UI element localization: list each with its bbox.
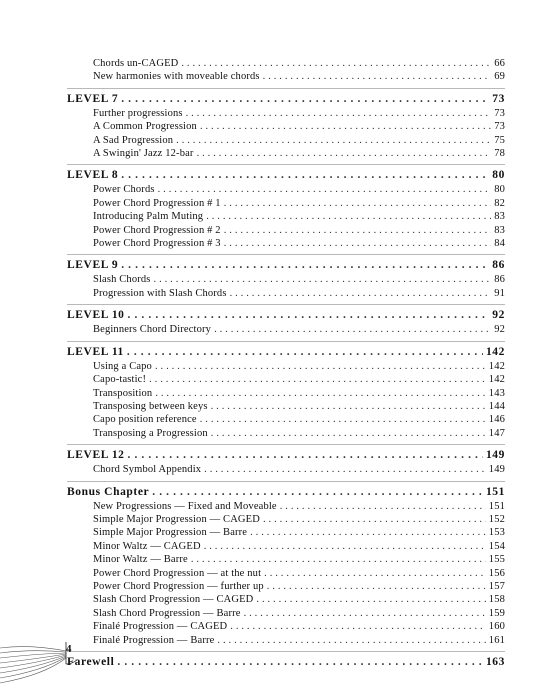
- toc-entry-title: Chords un-CAGED: [93, 58, 179, 69]
- toc-entry-title: Power Chords: [93, 184, 155, 196]
- toc-entry[interactable]: [67, 107, 505, 120]
- dot-leader: [230, 620, 486, 633]
- toc-entry-title: LEVEL 8: [67, 169, 119, 182]
- section-divider: [67, 444, 505, 445]
- dot-leader: [158, 183, 492, 196]
- toc-entry-page: 86: [494, 274, 505, 286]
- toc-chapter-entry[interactable]: [67, 345, 505, 360]
- toc-entry[interactable]: [67, 373, 505, 386]
- toc-entry[interactable]: [67, 413, 505, 426]
- toc-entry-title: Minor Waltz — Barre: [93, 554, 188, 566]
- toc-entry[interactable]: [67, 526, 505, 539]
- toc-entry-title: Farewell: [67, 656, 115, 668]
- dot-leader: [263, 513, 486, 526]
- toc-entry[interactable]: [67, 387, 505, 400]
- dot-leader: [244, 607, 486, 620]
- toc-entry[interactable]: [67, 224, 505, 237]
- toc-entry-page: 142: [488, 374, 505, 386]
- toc-entry-page: 161: [488, 634, 505, 646]
- toc-entry-page: 78: [494, 148, 505, 160]
- section-divider: [67, 254, 505, 255]
- dot-leader: [191, 553, 486, 566]
- toc-entry-page: 153: [488, 527, 505, 539]
- toc-entry-page: 73: [494, 121, 505, 133]
- toc-entry-page: 157: [488, 580, 505, 592]
- toc-entry-title: Bonus Chapter: [67, 485, 150, 498]
- toc-entry-title: A Swingin' Jazz 12-bar: [93, 148, 194, 160]
- toc-entry-page: 160: [488, 621, 505, 633]
- section-divider: [67, 341, 505, 342]
- toc-chapter-entry[interactable]: [67, 308, 505, 323]
- dot-leader: [256, 593, 485, 606]
- toc-entry-page: 75: [494, 134, 505, 146]
- toc-chapter-entry[interactable]: [67, 258, 505, 273]
- toc-entry-page: 92: [492, 309, 505, 322]
- toc-entry[interactable]: [67, 567, 505, 580]
- page-corner-decoration: [0, 630, 120, 696]
- dot-leader: [155, 387, 485, 400]
- toc-entry-page: 86: [492, 259, 505, 272]
- toc-entry-page: 158: [488, 594, 505, 606]
- page-number: 4: [66, 643, 72, 655]
- dot-leader: [217, 634, 485, 647]
- toc-entry[interactable]: [67, 57, 505, 70]
- toc-entry[interactable]: [67, 147, 505, 160]
- toc-entry[interactable]: [67, 183, 505, 196]
- toc-entry-page: 144: [488, 400, 505, 412]
- dot-leader: [117, 655, 483, 670]
- dot-leader: [204, 463, 486, 476]
- toc-entry[interactable]: [67, 607, 505, 620]
- dot-leader: [224, 197, 491, 210]
- toc-entry-page: 147: [488, 427, 505, 439]
- toc-entry-title: Power Chord Progression # 2: [93, 224, 221, 236]
- toc-entry-title: Using a Capo: [93, 360, 152, 372]
- toc-entry[interactable]: [67, 513, 505, 526]
- dot-leader: [204, 540, 486, 553]
- toc-entry-title: New Progressions — Fixed and Moveable: [93, 500, 277, 512]
- toc-entry-page: 159: [488, 607, 505, 619]
- toc-entry-page: 69: [494, 71, 505, 83]
- toc-entry-page: 142: [485, 345, 505, 358]
- toc-entry-title: Simple Major Progression — Barre: [93, 527, 248, 539]
- toc-chapter-entry[interactable]: [67, 168, 505, 183]
- toc-entry-title: Finalé Progression — Barre: [93, 634, 215, 646]
- toc-entry-page: 155: [488, 554, 505, 566]
- section-divider: [67, 651, 505, 652]
- toc-entry-page: 154: [488, 540, 505, 552]
- dot-leader: [127, 345, 483, 360]
- dot-leader: [267, 580, 486, 593]
- toc-entry-title: Minor Waltz — CAGED: [93, 540, 201, 552]
- toc-entry-title: LEVEL 10: [67, 309, 125, 322]
- toc-entry-page: 142: [488, 360, 505, 372]
- toc-entry-title: Power Chord Progression — at the nut: [93, 567, 262, 579]
- toc-entry-page: 66: [494, 58, 505, 69]
- toc-entry-page: 80: [492, 169, 505, 182]
- dot-leader: [263, 70, 492, 83]
- toc-entry-title: LEVEL 11: [67, 345, 124, 358]
- dot-leader: [197, 147, 492, 160]
- toc-chapter-entry[interactable]: [67, 655, 505, 670]
- dot-leader: [128, 308, 490, 323]
- toc-entry-page: 83: [494, 224, 505, 236]
- dot-leader: [155, 360, 486, 373]
- toc-entry-title: Slash Chords: [93, 274, 151, 286]
- toc-entry-title: Capo position reference: [93, 414, 197, 426]
- toc-entry-page: 80: [494, 184, 505, 196]
- toc-entry-title: Transposition: [93, 387, 153, 399]
- toc-entry-page: 92: [494, 324, 505, 336]
- toc-entry-title: New harmonies with moveable chords: [93, 71, 260, 83]
- toc-entry-page: 151: [485, 485, 505, 498]
- toc-entry-page: 149: [485, 449, 505, 462]
- toc-entry-title: Capo-tastic!: [93, 374, 147, 386]
- toc-entry-title: Transposing a Progression: [93, 427, 208, 439]
- toc-entry-title: A Common Progression: [93, 121, 197, 133]
- toc-entry[interactable]: [67, 463, 505, 476]
- toc-entry-title: Power Chord Progression # 3: [93, 238, 221, 250]
- dot-leader: [121, 168, 489, 183]
- dot-leader: [200, 120, 491, 133]
- toc-entry[interactable]: [67, 553, 505, 566]
- toc-entry[interactable]: [67, 427, 505, 440]
- dot-leader: [214, 323, 491, 336]
- dot-leader: [121, 258, 489, 273]
- dot-leader: [224, 224, 491, 237]
- toc-entry-title: Transposing between keys: [93, 400, 208, 412]
- toc-entry-page: 73: [494, 107, 505, 119]
- toc-entry[interactable]: [67, 134, 505, 147]
- dot-leader: [181, 57, 491, 70]
- section-divider: [67, 481, 505, 482]
- dot-leader: [206, 210, 491, 223]
- dot-leader: [280, 500, 486, 513]
- dot-leader: [211, 427, 486, 440]
- toc-entry-page: 83: [494, 211, 505, 223]
- toc-entry-page: 91: [494, 287, 505, 299]
- toc-entry[interactable]: [67, 540, 505, 553]
- dot-leader: [224, 237, 491, 250]
- section-divider: [67, 304, 505, 305]
- toc-entry[interactable]: [67, 287, 505, 300]
- dot-leader: [176, 134, 491, 147]
- toc-entry[interactable]: [67, 237, 505, 250]
- toc-entry-page: 163: [485, 656, 505, 668]
- toc-entry-page: 73: [492, 92, 505, 105]
- table-of-contents: [67, 57, 505, 670]
- toc-entry[interactable]: [67, 120, 505, 133]
- dot-leader: [230, 287, 492, 300]
- toc-entry-title: LEVEL 9: [67, 259, 119, 272]
- toc-entry-page: 146: [488, 414, 505, 426]
- dot-leader: [264, 567, 486, 580]
- toc-entry-title: A Sad Progression: [93, 134, 174, 146]
- toc-entry-title: LEVEL 12: [67, 449, 125, 462]
- toc-entry-title: LEVEL 7: [67, 92, 119, 105]
- toc-entry[interactable]: [67, 500, 505, 513]
- toc-chapter-entry[interactable]: [67, 485, 505, 500]
- toc-entry-title: Power Chord Progression — further up: [93, 580, 264, 592]
- dot-leader: [200, 413, 486, 426]
- toc-entry-page: 143: [488, 387, 505, 399]
- toc-entry-title: Introducing Palm Muting: [93, 211, 204, 223]
- toc-entry-title: Simple Major Progression — CAGED: [93, 513, 260, 525]
- toc-chapter-entry[interactable]: [67, 448, 505, 463]
- toc-entry[interactable]: [67, 360, 505, 373]
- dot-leader: [152, 485, 483, 500]
- toc-entry-page: 152: [488, 513, 505, 525]
- dot-leader: [128, 448, 483, 463]
- dot-leader: [149, 373, 486, 386]
- toc-entry-page: 84: [494, 238, 505, 250]
- toc-entry-page: 156: [488, 567, 505, 579]
- dot-leader: [211, 400, 486, 413]
- toc-chapter-entry[interactable]: [67, 92, 505, 107]
- toc-entry-title: Progression with Slash Chords: [93, 287, 227, 299]
- toc-entry[interactable]: [67, 70, 505, 83]
- dot-leader: [121, 92, 489, 107]
- toc-entry[interactable]: [67, 593, 505, 606]
- toc-entry-page: 82: [494, 197, 505, 209]
- dot-leader: [186, 107, 492, 120]
- toc-entry[interactable]: [67, 323, 505, 336]
- toc-entry[interactable]: [67, 580, 505, 593]
- toc-entry[interactable]: [67, 634, 505, 647]
- toc-entry-title: Finalé Progression — CAGED: [93, 621, 228, 633]
- section-divider: [67, 88, 505, 89]
- toc-entry-title: Slash Chord Progression — Barre: [93, 607, 241, 619]
- section-divider: [67, 164, 505, 165]
- toc-entry-title: Beginners Chord Directory: [93, 324, 212, 336]
- toc-entry-title: Slash Chord Progression — CAGED: [93, 594, 254, 606]
- toc-entry-page: 151: [488, 500, 505, 512]
- dot-leader: [154, 273, 492, 286]
- toc-entry[interactable]: [67, 400, 505, 413]
- toc-entry-title: Further progressions: [93, 107, 183, 119]
- toc-entry[interactable]: [67, 210, 505, 223]
- toc-entry[interactable]: [67, 620, 505, 633]
- toc-entry-page: 149: [488, 464, 505, 476]
- dot-leader: [250, 526, 486, 539]
- toc-entry[interactable]: [67, 273, 505, 286]
- toc-entry-title: Chord Symbol Appendix: [93, 464, 202, 476]
- toc-entry-title: Power Chord Progression # 1: [93, 197, 221, 209]
- toc-entry[interactable]: [67, 197, 505, 210]
